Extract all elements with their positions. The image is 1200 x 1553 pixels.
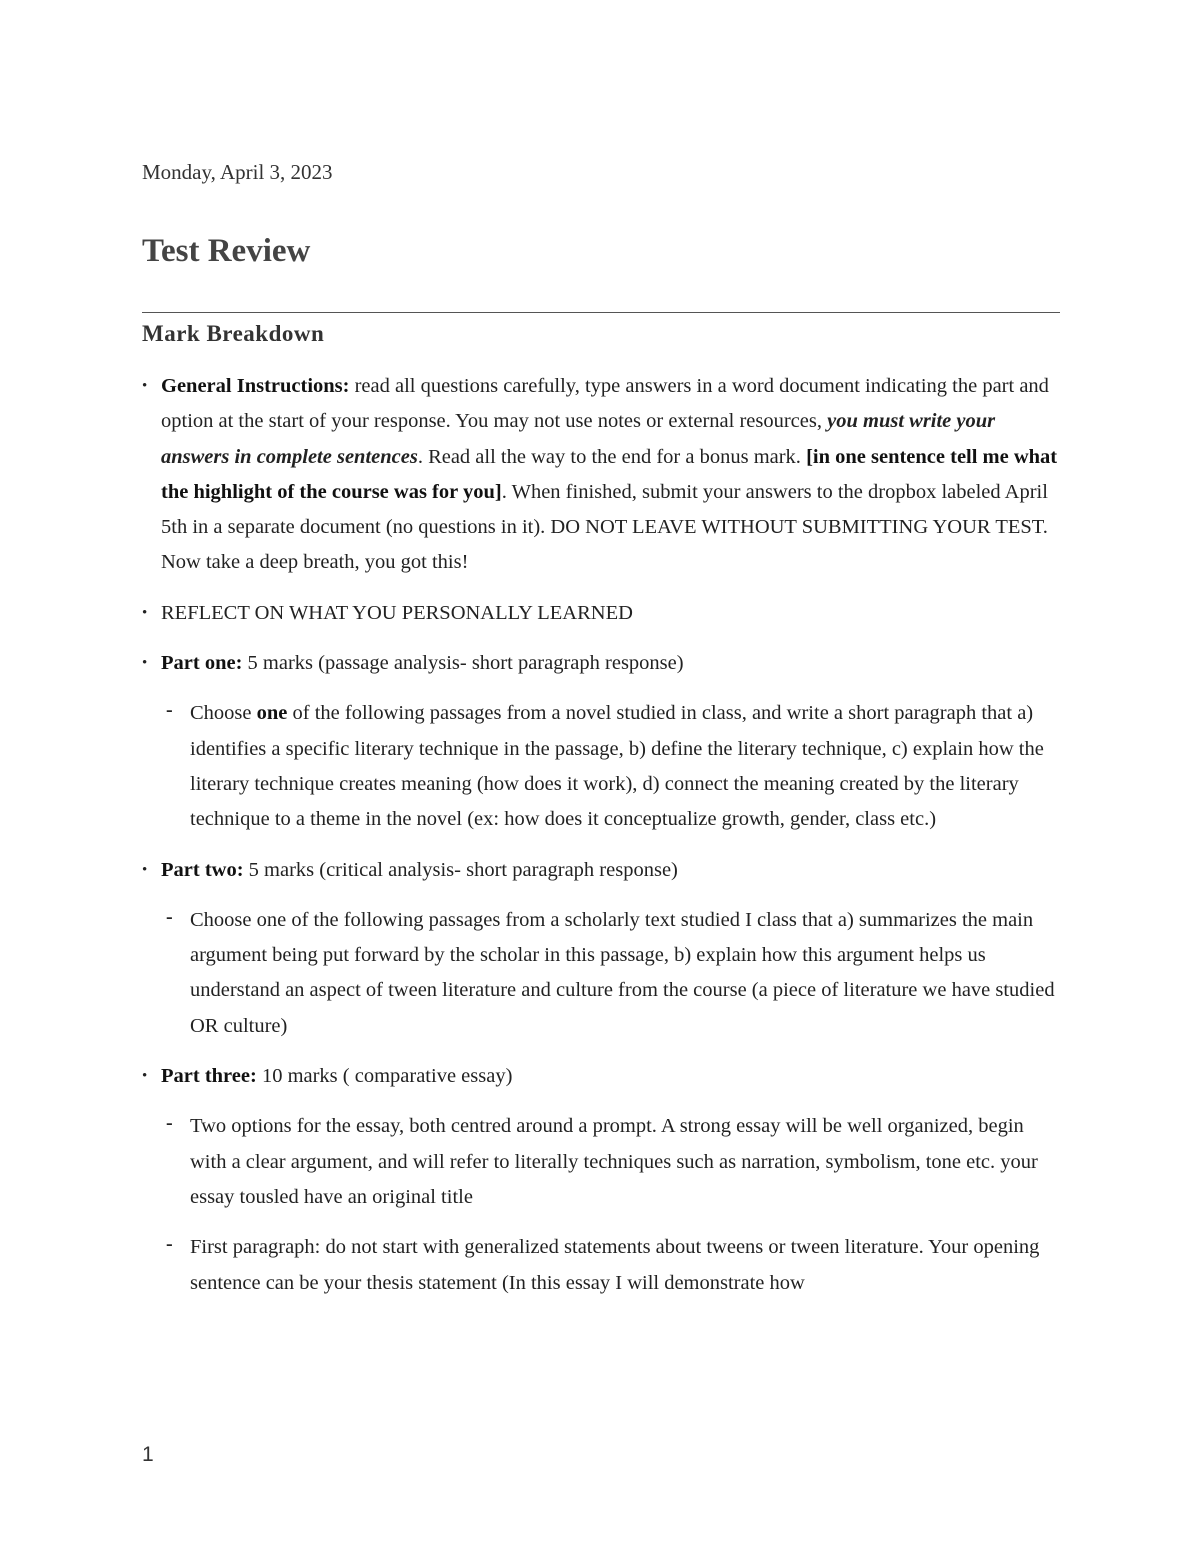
bullet-icon: •	[142, 861, 148, 878]
list-item-part-one	[142, 646, 1062, 681]
sub-item-text: Choose	[190, 702, 257, 725]
item-text: . Read all the way to the end for a bonus mark.	[417, 445, 807, 468]
dash-icon: -	[166, 1112, 173, 1135]
list-item-reflect	[142, 596, 1062, 631]
sub-item-text: Choose one of the following passages from a scholarly text studied I class that a) summarizes the main argument being put forward by the scholar in this passage, b) explain how this argument helps us understand an aspect of tween literature and culture from the course (a piece of literature we have studied OR culture)	[190, 908, 1055, 1037]
item-label: Part three:	[161, 1065, 257, 1088]
list-item-general-instructions	[142, 369, 1062, 581]
sub-item-part-two	[142, 903, 1062, 1044]
item-text: 5 marks (passage analysis- short paragraph response)	[242, 652, 684, 675]
sub-item-part-three-first-paragraph	[142, 1230, 1062, 1301]
item-text: . When finished, submit your answers to the dropbox labeled April 5th in a separate document (no questions in it). DO NOT LEAVE WITHOUT SUBMITTING YOUR TEST. Now take a deep breath, you got this!	[161, 480, 1048, 574]
dash-icon: -	[166, 1233, 173, 1256]
sub-item-text: Two options for the essay, both centred around a prompt. A strong essay will be well organized, begin with a clear argument, and will refer to literally techniques such as narration, symbolism, tone etc. your essay tousled have an original title	[190, 1115, 1038, 1208]
item-text: 10 marks ( comparative essay)	[256, 1065, 513, 1088]
sub-item-text: of the following passages from a novel studied in class, and write a short paragraph that a) identifies a specific literary technique in the passage, b) define the literary technique, c) explain how the literary technique creates meaning (how does it work), d) connect the meaning created by the literary technique to a theme in the novel (ex: how does it conceptualize growth, gender, class etc.)	[190, 702, 1044, 831]
item-label: General Instructions:	[161, 375, 350, 397]
sub-item-part-one	[142, 696, 1062, 837]
bullet-icon: •	[142, 378, 148, 394]
bullet-icon: •	[142, 604, 148, 621]
item-text: 5 marks (critical analysis- short paragraph response)	[243, 858, 678, 881]
dash-icon: -	[166, 699, 173, 722]
sub-item-part-three-options	[142, 1109, 1062, 1215]
dash-icon: -	[166, 905, 173, 928]
section-heading: Mark Breakdown	[142, 321, 325, 346]
list-item-part-two	[142, 853, 1062, 888]
item-text: read all questions carefully, type answers in a word document indicating the part and option at the start of your response. You may not use notes or external resources,	[161, 375, 1049, 433]
bullet-icon: •	[142, 1068, 148, 1085]
item-text: REFLECT ON WHAT YOU PERSONALLY LEARNED	[161, 601, 633, 624]
item-label: Part one:	[161, 652, 243, 675]
horizontal-rule	[142, 312, 1060, 313]
mark-breakdown-list	[142, 369, 1062, 1316]
bullet-icon: •	[142, 655, 148, 672]
bonus-prompt: [in one sentence tell me what the highlight of the course was for you]	[161, 445, 1058, 503]
sub-item-text: First paragraph: do not start with generalized statements about tweens or tween literature. Your opening sentence can be your thesis statement (In this essay I will demonstrate how	[190, 1236, 1040, 1294]
document-date: Monday, April 3, 2023	[142, 160, 333, 184]
item-emphasis: you must write your answers in complete sentences	[161, 410, 996, 468]
page-title: Test Review	[142, 233, 311, 269]
item-label: Part two:	[161, 858, 244, 881]
page-number: 1	[142, 1443, 154, 1466]
sub-item-emphasis: one	[256, 702, 288, 725]
list-item-part-three	[142, 1059, 1062, 1094]
